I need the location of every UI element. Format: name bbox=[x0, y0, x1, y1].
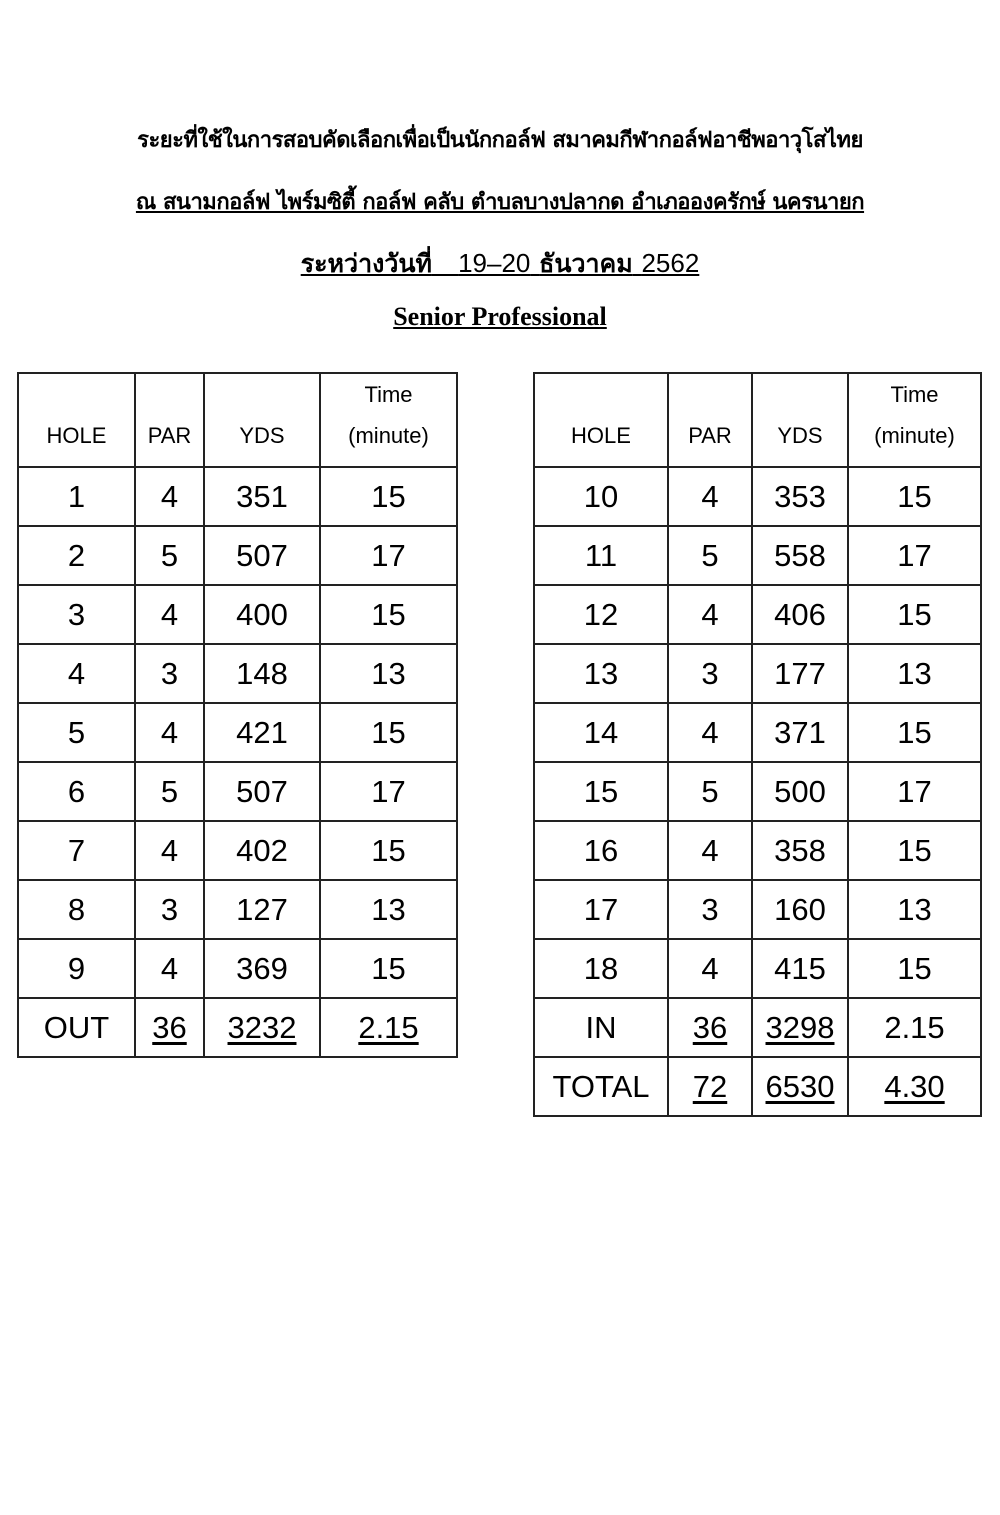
par-value: 4 bbox=[135, 467, 204, 526]
document-title: ระยะที่ใช้ในการสอบคัดเลือกเพื่อเป็นนักกอล์ฟ สมาคมกีฬากอล์ฟอาชีพอาวุโสไทย bbox=[137, 127, 863, 153]
table-row bbox=[18, 644, 457, 703]
table-row bbox=[534, 526, 981, 585]
table-row bbox=[18, 939, 457, 998]
col-yds: YDS bbox=[204, 373, 320, 467]
table-row bbox=[18, 762, 457, 821]
yds-value: 148 bbox=[204, 644, 320, 703]
date-prefix: ระหว่างวันที่ bbox=[300, 249, 432, 278]
yds-value: 371 bbox=[752, 703, 848, 762]
venue-line: ณ สนามกอล์ฟ ไพร์มซิตี้ กอล์ฟ คลับ ตำบลบางปลากด อำเภอองครักษ์ นครนายก bbox=[135, 189, 865, 215]
hole-number: 1 bbox=[18, 467, 135, 526]
col-time-label: Time bbox=[890, 382, 939, 407]
yds-value: 507 bbox=[204, 762, 320, 821]
table-row bbox=[18, 880, 457, 939]
table-row bbox=[18, 585, 457, 644]
hole-number: 9 bbox=[18, 939, 135, 998]
yds-value: 500 bbox=[752, 762, 848, 821]
col-hole: HOLE bbox=[534, 373, 668, 467]
col-yds: YDS bbox=[752, 373, 848, 467]
in-par-total: 36 bbox=[668, 998, 752, 1057]
category-title: Senior Professional bbox=[393, 302, 607, 331]
hole-number: 5 bbox=[18, 703, 135, 762]
table-row bbox=[534, 644, 981, 703]
time-value: 15 bbox=[848, 585, 981, 644]
yds-value: 421 bbox=[204, 703, 320, 762]
yds-value: 415 bbox=[752, 939, 848, 998]
yds-value: 402 bbox=[204, 821, 320, 880]
time-value: 17 bbox=[320, 762, 457, 821]
col-time-label: Time bbox=[364, 382, 413, 407]
in-yds-total: 3298 bbox=[752, 998, 848, 1057]
yds-value: 406 bbox=[752, 585, 848, 644]
par-value: 4 bbox=[135, 703, 204, 762]
hole-number: 11 bbox=[534, 526, 668, 585]
hole-number: 16 bbox=[534, 821, 668, 880]
table-row bbox=[18, 526, 457, 585]
time-value: 15 bbox=[848, 939, 981, 998]
par-value: 5 bbox=[135, 762, 204, 821]
table-row bbox=[534, 939, 981, 998]
yds-value: 351 bbox=[204, 467, 320, 526]
par-value: 4 bbox=[668, 703, 752, 762]
hole-number: 17 bbox=[534, 880, 668, 939]
hole-number: 3 bbox=[18, 585, 135, 644]
time-value: 15 bbox=[320, 939, 457, 998]
table-row bbox=[18, 467, 457, 526]
time-value: 15 bbox=[320, 467, 457, 526]
par-value: 3 bbox=[668, 644, 752, 703]
table-row bbox=[18, 821, 457, 880]
time-value: 13 bbox=[320, 644, 457, 703]
hole-number: 12 bbox=[534, 585, 668, 644]
front-nine-table bbox=[17, 372, 458, 1058]
par-value: 4 bbox=[135, 939, 204, 998]
in-time-total: 2.15 bbox=[848, 998, 981, 1057]
par-value: 4 bbox=[135, 821, 204, 880]
in-summary-row bbox=[534, 998, 981, 1057]
hole-number: 14 bbox=[534, 703, 668, 762]
par-value: 5 bbox=[135, 526, 204, 585]
table-row bbox=[18, 703, 457, 762]
total-par: 72 bbox=[668, 1057, 752, 1116]
in-label: IN bbox=[534, 998, 668, 1057]
out-time-total: 2.15 bbox=[320, 998, 457, 1057]
hole-number: 13 bbox=[534, 644, 668, 703]
yds-value: 507 bbox=[204, 526, 320, 585]
time-value: 15 bbox=[320, 585, 457, 644]
col-time bbox=[320, 373, 457, 467]
yds-value: 400 bbox=[204, 585, 320, 644]
hole-number: 2 bbox=[18, 526, 135, 585]
out-yds-total: 3232 bbox=[204, 998, 320, 1057]
hole-number: 6 bbox=[18, 762, 135, 821]
table-row bbox=[534, 821, 981, 880]
yds-value: 160 bbox=[752, 880, 848, 939]
par-value: 3 bbox=[668, 880, 752, 939]
col-time-unit: (minute) bbox=[348, 423, 429, 448]
yds-value: 358 bbox=[752, 821, 848, 880]
time-value: 15 bbox=[848, 467, 981, 526]
col-hole: HOLE bbox=[18, 373, 135, 467]
hole-number: 8 bbox=[18, 880, 135, 939]
hole-number: 18 bbox=[534, 939, 668, 998]
total-yds: 6530 bbox=[752, 1057, 848, 1116]
yds-value: 127 bbox=[204, 880, 320, 939]
table-row bbox=[534, 467, 981, 526]
total-time: 4.30 bbox=[848, 1057, 981, 1116]
yds-value: 369 bbox=[204, 939, 320, 998]
par-value: 4 bbox=[668, 585, 752, 644]
date-year: 2562 bbox=[641, 248, 700, 278]
hole-number: 7 bbox=[18, 821, 135, 880]
par-value: 4 bbox=[668, 821, 752, 880]
col-par: PAR bbox=[135, 373, 204, 467]
par-value: 4 bbox=[668, 467, 752, 526]
time-value: 13 bbox=[848, 644, 981, 703]
col-par: PAR bbox=[668, 373, 752, 467]
par-value: 3 bbox=[135, 880, 204, 939]
table-row bbox=[534, 585, 981, 644]
time-value: 15 bbox=[848, 703, 981, 762]
time-value: 17 bbox=[848, 762, 981, 821]
par-value: 4 bbox=[135, 585, 204, 644]
time-value: 15 bbox=[848, 821, 981, 880]
yds-value: 177 bbox=[752, 644, 848, 703]
time-value: 17 bbox=[320, 526, 457, 585]
par-value: 3 bbox=[135, 644, 204, 703]
time-value: 17 bbox=[848, 526, 981, 585]
time-value: 13 bbox=[848, 880, 981, 939]
time-value: 15 bbox=[320, 821, 457, 880]
yds-value: 558 bbox=[752, 526, 848, 585]
table-header-row bbox=[534, 373, 981, 467]
out-par-total: 36 bbox=[135, 998, 204, 1057]
table-row bbox=[534, 880, 981, 939]
back-nine-table bbox=[533, 372, 982, 1117]
hole-number: 4 bbox=[18, 644, 135, 703]
table-header-row bbox=[18, 373, 457, 467]
par-value: 5 bbox=[668, 762, 752, 821]
col-time bbox=[848, 373, 981, 467]
time-value: 13 bbox=[320, 880, 457, 939]
out-summary-row bbox=[18, 998, 457, 1057]
yds-value: 353 bbox=[752, 467, 848, 526]
date-month: ธันวาคม bbox=[539, 249, 633, 278]
out-label: OUT bbox=[18, 998, 135, 1057]
col-time-unit: (minute) bbox=[874, 423, 955, 448]
hole-number: 10 bbox=[534, 467, 668, 526]
time-value: 15 bbox=[320, 703, 457, 762]
date-days: 19–20 bbox=[458, 248, 531, 278]
table-row bbox=[534, 762, 981, 821]
hole-number: 15 bbox=[534, 762, 668, 821]
par-value: 5 bbox=[668, 526, 752, 585]
total-label: TOTAL bbox=[534, 1057, 668, 1116]
grand-total-row bbox=[534, 1057, 981, 1116]
table-row bbox=[534, 703, 981, 762]
par-value: 4 bbox=[668, 939, 752, 998]
date-line bbox=[0, 244, 1000, 284]
